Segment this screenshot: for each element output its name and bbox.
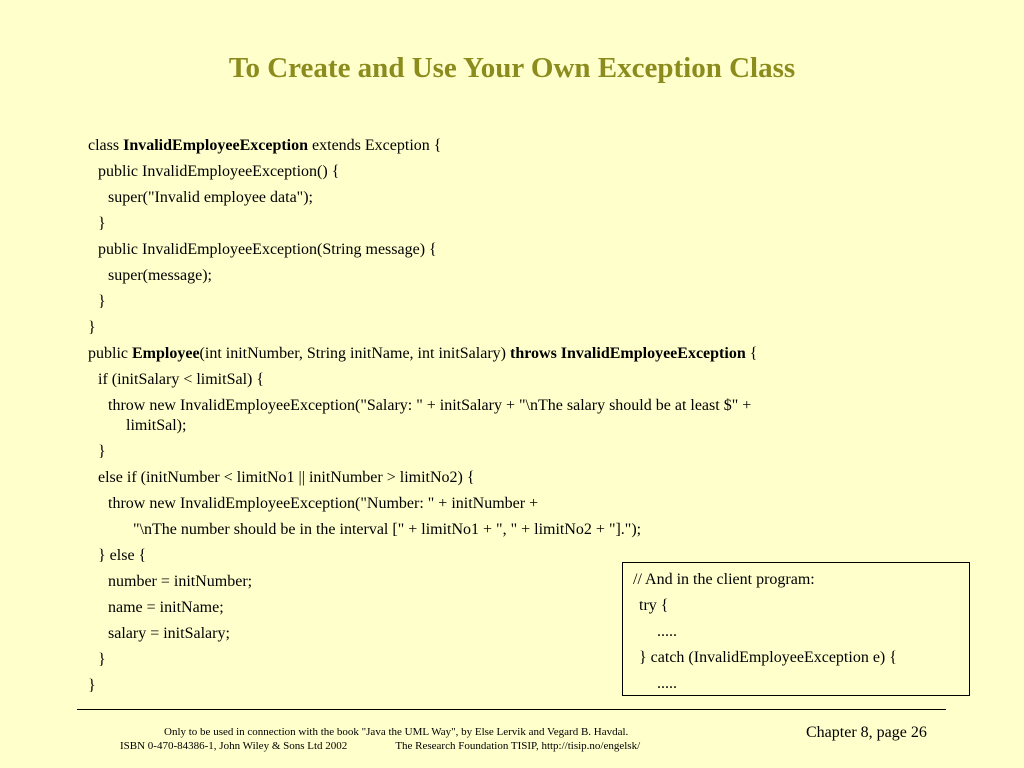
code-line: super(message); [108, 267, 212, 284]
code-text: (int initNumber, String initName, int initSalary) [199, 345, 510, 362]
code-text: public [88, 345, 132, 362]
code-line: if (initSalary < limitSal) { [98, 371, 265, 388]
code-line [88, 133, 948, 159]
code-line: public InvalidEmployeeException(String message) { [98, 241, 437, 258]
client-line: } catch (InvalidEmployeeException e) { [639, 649, 897, 666]
code-line: } else { [98, 547, 147, 564]
code-line: } [98, 293, 106, 310]
footer-line [120, 739, 720, 753]
footer-divider [77, 709, 946, 710]
client-line: // And in the client program: [633, 571, 815, 588]
code-line: throw new InvalidEmployeeException("Salary: " + initSalary + "\nThe salary should be at least $" + [108, 397, 752, 414]
code-text: extends Exception { [308, 137, 442, 154]
footer-notice [120, 725, 720, 753]
footer-isbn: ISBN 0-470-84386-1, John Wiley & Sons Ltd 2002 [120, 740, 348, 752]
code-line: } [88, 319, 96, 336]
page-number: Chapter 8, page 26 [806, 724, 927, 741]
code-line: "\nThe number should be in the interval [" + limitNo1 + ", " + limitNo2 + "]."); [133, 521, 642, 538]
code-line: public InvalidEmployeeException() { [98, 163, 340, 180]
footer-line: Only to be used in connection with the book "Java the UML Way", by Else Lervik and Vegard B. Havdal. [164, 726, 629, 738]
code-line: else if (initNumber < limitNo1 || initNumber > limitNo2) { [98, 469, 475, 486]
code-line: } [98, 215, 106, 232]
code-text: class [88, 137, 124, 154]
code-keyword: Employee [132, 345, 200, 362]
code-line: } [98, 651, 106, 668]
code-line: salary = initSalary; [108, 625, 230, 642]
client-program-box [622, 562, 970, 696]
code-line [88, 341, 948, 367]
code-line: limitSal); [126, 417, 187, 434]
code-line: } [98, 443, 106, 460]
code-line: throw new InvalidEmployeeException("Number: " + initNumber + [108, 495, 539, 512]
client-line: ..... [657, 675, 677, 692]
code-line: super("Invalid employee data"); [108, 189, 313, 206]
footer-publisher: The Research Foundation TISIP, http://tisip.no/engelsk/ [395, 740, 641, 752]
code-text: { [745, 345, 758, 362]
code-line: number = initNumber; [108, 573, 253, 590]
code-line: } [88, 677, 96, 694]
slide-title: To Create and Use Your Own Exception Class [228, 52, 796, 84]
code-keyword: InvalidEmployeeException [123, 137, 309, 154]
client-line: try { [639, 597, 669, 614]
code-line: name = initName; [108, 599, 224, 616]
client-line: ..... [657, 623, 677, 640]
code-keyword: throws InvalidEmployeeException [509, 345, 746, 362]
